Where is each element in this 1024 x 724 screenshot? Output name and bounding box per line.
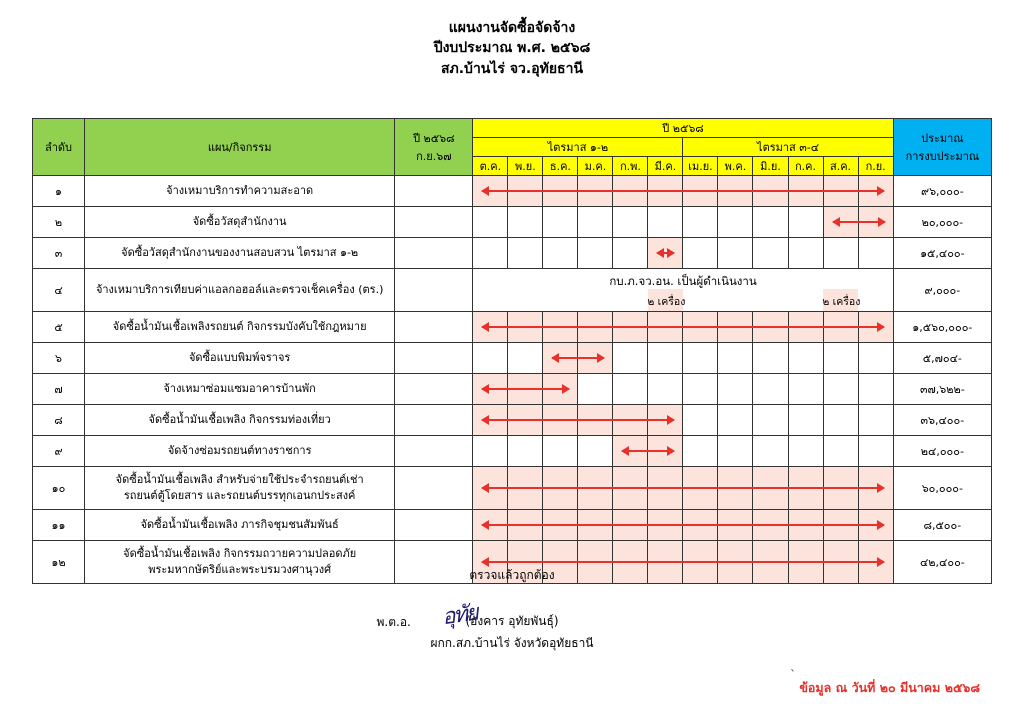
row-budget: ๒๔,๐๐๐- <box>893 436 991 467</box>
month-cell <box>613 374 648 405</box>
row-number: ๑๑ <box>33 510 85 541</box>
header-quarter-1-2: ไตรมาส ๑-๒ <box>473 138 683 157</box>
month-cell <box>473 374 508 405</box>
timeline-arrow <box>482 388 569 390</box>
row-number: ๕ <box>33 312 85 343</box>
data-date-note: ข้อมูล ณ วันที่ ๒๐ มีนาคม ๒๕๖๘ <box>799 680 980 695</box>
tick-mark: ` <box>790 668 796 682</box>
timeline-arrow <box>482 524 884 526</box>
month-cell <box>613 238 648 269</box>
table-header <box>33 119 992 176</box>
row-budget: ๑๕,๔๐๐- <box>893 238 991 269</box>
row-sub-note: ๒ เครื่อง <box>822 296 861 308</box>
header-month-3: ธ.ค. <box>543 157 578 176</box>
row-budget: ๕,๗๐๔- <box>893 343 991 374</box>
row-activity: จัดซื้อน้ำมันเชื้อเพลิง ภารกิจชุมชนสัมพันธ์ <box>85 510 395 541</box>
signer-rank: พ.ต.อ. <box>376 615 411 629</box>
table-row <box>33 269 992 312</box>
month-cell <box>753 436 788 467</box>
header-month-8: พ.ค. <box>718 157 753 176</box>
month-cell <box>823 343 858 374</box>
row-number: ๘ <box>33 405 85 436</box>
month-cell <box>753 405 788 436</box>
row-activity: จ้างเหมาบริการทำความสะอาด <box>85 176 395 207</box>
header-prev-year-line1: ปี ๒๕๖๘ <box>413 132 455 145</box>
month-cell <box>858 405 893 436</box>
month-cell <box>753 343 788 374</box>
row-number: ๖ <box>33 343 85 374</box>
row-activity: จัดซื้อน้ำมันเชื้อเพลิง กิจกรรมถวายความปลอดภัย พระมหากษัตริย์และพระบรมวงศานุวงศ์ <box>85 541 395 584</box>
month-cell <box>788 343 823 374</box>
month-cell <box>858 238 893 269</box>
header-year: ปี ๒๕๖๘ <box>473 119 893 138</box>
title-line-2: ปีงบประมาณ พ.ศ. ๒๕๖๘ <box>433 40 591 57</box>
month-cell <box>473 207 508 238</box>
month-cell <box>543 436 578 467</box>
month-cell <box>473 176 508 207</box>
row-budget: ๙,๐๐๐- <box>893 269 991 312</box>
month-cell <box>718 405 753 436</box>
month-cell <box>543 238 578 269</box>
header-prev-year-line2: ก.ย.๖๗ <box>416 150 452 163</box>
header-month-1: ต.ค. <box>473 157 508 176</box>
row-activity: จัดซื้อน้ำมันเชื้อเพลิง สำหรับจ่ายใช้ประจำรถยนต์เช่า รถยนต์ตู้โดยสาร และรถยนต์บรรทุกเอนกประสงค์ <box>85 467 395 510</box>
row-activity: จ้างเหมาซ่อมแซมอาคารบ้านพัก <box>85 374 395 405</box>
header-quarter-3-4: ไตรมาส ๓-๔ <box>683 138 893 157</box>
month-cell <box>823 436 858 467</box>
header-month-6: มี.ค. <box>648 157 683 176</box>
timeline-arrow <box>482 326 884 328</box>
month-cell <box>683 343 718 374</box>
document-footer <box>0 566 1024 654</box>
table-row <box>33 374 992 405</box>
month-cell <box>788 405 823 436</box>
timeline-arrow <box>657 252 674 254</box>
row-number: ๑๒ <box>33 541 85 584</box>
month-cell <box>508 238 543 269</box>
month-cell <box>788 207 823 238</box>
row-prev-year-cell <box>395 436 473 467</box>
month-cell <box>543 207 578 238</box>
month-cell <box>718 343 753 374</box>
month-cell <box>508 436 543 467</box>
timeline-arrow <box>552 357 604 359</box>
timeline-arrow <box>482 419 674 421</box>
row-prev-year-cell <box>395 269 473 312</box>
header-month-10: ก.ค. <box>788 157 823 176</box>
row-activity: จัดซื้อน้ำมันเชื้อเพลิง กิจกรรมท่องเที่ยว <box>85 405 395 436</box>
header-prev-year <box>395 119 473 176</box>
row-number: ๗ <box>33 374 85 405</box>
month-cell <box>753 374 788 405</box>
row-number: ๔ <box>33 269 85 312</box>
month-cell <box>823 207 858 238</box>
month-cell <box>753 207 788 238</box>
row-activity: จัดซื้อแบบพิมพ์จราจร <box>85 343 395 374</box>
row-prev-year-cell <box>395 176 473 207</box>
month-cell <box>718 436 753 467</box>
row-activity: จ้างเหมาบริการเทียบค่าแอลกอฮอล์และตรวจเช็คเครื่อง (ตร.) <box>85 269 395 312</box>
month-cell <box>613 436 648 467</box>
table-row <box>33 238 992 269</box>
month-cell <box>648 207 683 238</box>
month-cell <box>578 238 613 269</box>
header-month-9: มิ.ย. <box>753 157 788 176</box>
table-row <box>33 312 992 343</box>
row-sub-note: ๒ เครื่อง <box>647 296 686 308</box>
row-budget: ๓๖,๔๐๐- <box>893 405 991 436</box>
row-activity: จัดซื้อน้ำมันเชื้อเพลิงรถยนต์ กิจกรรมบังคับใช้กฎหมาย <box>85 312 395 343</box>
row-budget: ๓๗,๖๒๒- <box>893 374 991 405</box>
month-cell <box>473 343 508 374</box>
procurement-plan-table <box>32 118 992 584</box>
month-cell <box>858 343 893 374</box>
month-cell <box>473 312 508 343</box>
header-month-2: พ.ย. <box>508 157 543 176</box>
header-no: ลำดับ <box>33 119 85 176</box>
month-cell <box>648 374 683 405</box>
month-cell <box>718 238 753 269</box>
month-cell <box>648 238 683 269</box>
month-cell <box>683 207 718 238</box>
month-cell <box>578 436 613 467</box>
month-cell <box>683 238 718 269</box>
month-cell <box>508 343 543 374</box>
month-cell <box>473 467 508 510</box>
timeline-arrow <box>622 450 674 452</box>
title-line-1: แผนงานจัดซื้อจัดจ้าง <box>448 20 576 36</box>
header-month-5: ก.พ. <box>613 157 648 176</box>
header-month-11: ส.ค. <box>823 157 858 176</box>
row-prev-year-cell <box>395 467 473 510</box>
month-cell <box>788 436 823 467</box>
month-cell <box>788 238 823 269</box>
month-cell <box>718 207 753 238</box>
month-cell <box>858 436 893 467</box>
row-budget: ๙๖,๐๐๐- <box>893 176 991 207</box>
timeline-arrow <box>833 221 885 223</box>
month-cell <box>788 374 823 405</box>
month-cell <box>718 374 753 405</box>
title-line-3: สภ.บ้านไร่ จว.อุทัยธานี <box>440 60 584 77</box>
checked-note: ตรวจแล้วถูกต้อง <box>469 568 555 582</box>
row-budget: ๑,๕๖๐,๐๐๐- <box>893 312 991 343</box>
signer-position: ผกก.สภ.บ้านไร่ จังหวัดอุทัยธานี <box>430 635 594 650</box>
row-prev-year-cell <box>395 238 473 269</box>
document-title-block <box>0 0 1024 79</box>
month-cell <box>753 238 788 269</box>
month-cell <box>613 343 648 374</box>
row-budget: ๒๐,๐๐๐- <box>893 207 991 238</box>
signature-block <box>376 600 594 654</box>
month-cell <box>683 436 718 467</box>
table-row <box>33 467 992 510</box>
table-row <box>33 176 992 207</box>
row-number: ๓ <box>33 238 85 269</box>
month-cell <box>473 405 508 436</box>
table-row <box>33 436 992 467</box>
table-row <box>33 207 992 238</box>
table-row <box>33 343 992 374</box>
table-body <box>33 176 992 584</box>
row-budget: ๖๐,๐๐๐- <box>893 467 991 510</box>
header-budget <box>893 119 991 176</box>
row-activity: จัดซื้อวัสดุสำนักงานของงานสอบสวน ไตรมาส ๑-๒ <box>85 238 395 269</box>
header-budget-line2: การงบประมาณ <box>905 150 980 163</box>
handwritten-signature: อุทัย <box>441 600 479 631</box>
row-prev-year-cell <box>395 374 473 405</box>
month-cell <box>648 343 683 374</box>
timeline-arrow <box>482 487 884 489</box>
row-activity: จัดจ้างซ่อมรถยนต์ทางราชการ <box>85 436 395 467</box>
header-month-12: ก.ย. <box>858 157 893 176</box>
header-activity: แผน/กิจกรรม <box>85 119 395 176</box>
row-number: ๑ <box>33 176 85 207</box>
month-cell <box>508 207 543 238</box>
month-cell <box>543 343 578 374</box>
month-cell <box>578 374 613 405</box>
row-prev-year-cell <box>395 312 473 343</box>
row-prev-year-cell <box>395 510 473 541</box>
table-row <box>33 405 992 436</box>
row-budget: ๘,๕๐๐- <box>893 510 991 541</box>
month-cell <box>473 238 508 269</box>
month-cell <box>473 436 508 467</box>
month-cell <box>683 405 718 436</box>
timeline-arrow <box>482 190 884 192</box>
row-prev-year-cell <box>395 207 473 238</box>
month-cell <box>578 207 613 238</box>
header-month-7: เม.ย. <box>683 157 718 176</box>
month-cell <box>823 374 858 405</box>
row-budget: ๔๒,๔๐๐- <box>893 541 991 584</box>
row-number: ๒ <box>33 207 85 238</box>
month-cell <box>823 238 858 269</box>
month-cell <box>858 374 893 405</box>
row-note-text: กบ.ภ.จว.อน. เป็นผู้ดำเนินงาน <box>609 274 757 288</box>
month-cell <box>823 405 858 436</box>
row-prev-year-cell <box>395 405 473 436</box>
row-number: ๑๐ <box>33 467 85 510</box>
timeline-arrow <box>482 561 884 563</box>
header-month-4: ม.ค. <box>578 157 613 176</box>
header-budget-line1: ประมาณ <box>921 132 964 145</box>
month-cell <box>683 374 718 405</box>
table-row <box>33 510 992 541</box>
month-cell <box>473 510 508 541</box>
row-number: ๙ <box>33 436 85 467</box>
row-note-cell <box>473 269 893 312</box>
row-activity: จัดซื้อวัสดุสำนักงาน <box>85 207 395 238</box>
row-prev-year-cell <box>395 343 473 374</box>
month-cell <box>613 207 648 238</box>
signer-name: (อังคาร อุทัยพันธุ์) <box>465 614 559 628</box>
